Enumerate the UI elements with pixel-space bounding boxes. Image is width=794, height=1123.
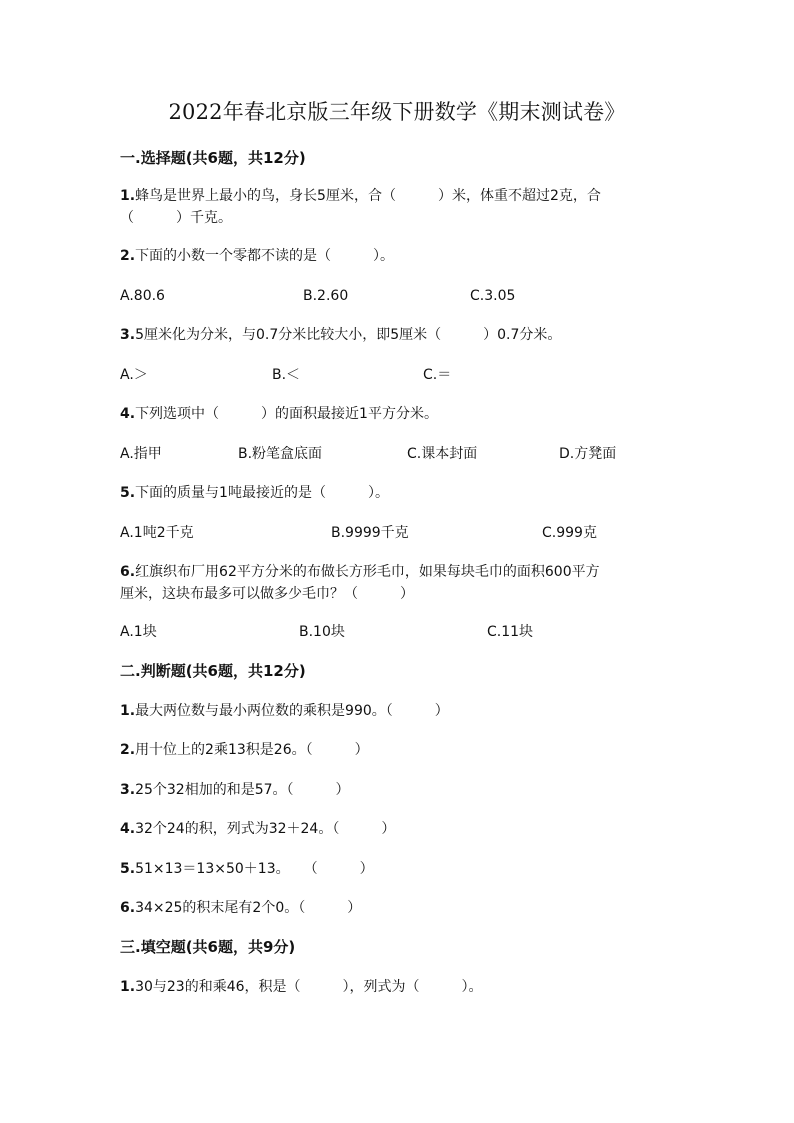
question-2-4	[120, 818, 680, 840]
question-text: 5厘米化为分米，与0.7分米比较大小，即5厘米（ ）0.7分米。	[135, 327, 562, 343]
options-1-2	[120, 286, 680, 306]
question-number: 1.	[120, 979, 136, 995]
option-c: C.3.05	[470, 288, 516, 304]
question-1-2	[120, 245, 680, 267]
question-text: 25个32相加的和是57。（ ）	[135, 782, 350, 798]
question-number: 6.	[120, 900, 136, 916]
question-number: 4.	[120, 821, 136, 837]
question-number: 5.	[120, 485, 136, 501]
question-1-4	[120, 403, 680, 425]
option-d: D.方凳面	[559, 446, 617, 462]
question-text-line1: 红旗织布厂用62平方分米的布做长方形毛巾，如果每块毛巾的面积600平方	[135, 564, 600, 580]
question-1-1	[120, 185, 680, 229]
options-1-3	[120, 365, 680, 385]
option-b: B.＜	[272, 367, 301, 383]
question-text-line2: （ ）千克。	[120, 210, 232, 226]
option-b: B.粉笔盒底面	[238, 446, 323, 462]
option-c: C.11块	[487, 624, 534, 640]
question-2-2	[120, 739, 680, 761]
question-text-line1: 蜂鸟是世界上最小的鸟，身长5厘米，合（ ）米，体重不超过2克，合	[135, 188, 601, 204]
option-c: C.＝	[423, 367, 452, 383]
option-c: C.999克	[542, 525, 597, 541]
question-text: 用十位上的2乘13积是26。（ ）	[135, 742, 369, 758]
question-3-1	[120, 976, 680, 998]
exam-title: 2022年春北京版三年级下册数学《期末测试卷》	[168, 100, 626, 124]
section-heading-true-false: 二.判断题(共6题，共12分)	[120, 662, 306, 680]
question-number: 2.	[120, 742, 136, 758]
question-number: 5.	[120, 861, 136, 877]
question-text: 32个24的积，列式为32＋24。（ ）	[135, 821, 396, 837]
option-c: C.课本封面	[407, 446, 478, 462]
section-heading-fill-in: 三.填空题(共6题，共9分)	[120, 938, 296, 956]
question-number: 3.	[120, 782, 136, 798]
section-heading-multiple-choice: 一.选择题(共6题，共12分)	[120, 149, 306, 167]
options-1-5	[120, 523, 680, 543]
option-a: A.80.6	[120, 288, 165, 304]
option-a: A.＞	[120, 367, 148, 383]
question-number: 2.	[120, 248, 136, 264]
question-text-line2: 厘米，这块布最多可以做多少毛巾？（ ）	[120, 586, 414, 602]
option-b: B.10块	[299, 624, 345, 640]
question-2-3	[120, 779, 680, 801]
options-1-4	[120, 444, 680, 464]
question-text: 下列选项中（ ）的面积最接近1平方分米。	[135, 406, 438, 422]
question-number: 4.	[120, 406, 136, 422]
question-2-6	[120, 897, 680, 919]
question-number: 1.	[120, 188, 136, 204]
question-text: 下面的质量与1吨最接近的是（ ）。	[135, 485, 389, 501]
option-a: A.1吨2千克	[120, 525, 194, 541]
question-number: 6.	[120, 564, 136, 580]
question-1-3	[120, 324, 680, 346]
question-1-6	[120, 561, 680, 605]
option-b: B.9999千克	[331, 525, 409, 541]
question-text: 下面的小数一个零都不读的是（ ）。	[135, 248, 395, 264]
question-text: 30与23的和乘46，积是（ ），列式为（ ）。	[135, 979, 483, 995]
option-b: B.2.60	[303, 288, 349, 304]
question-number: 1.	[120, 703, 136, 719]
question-1-5	[120, 482, 680, 504]
question-2-1	[120, 700, 680, 722]
question-text: 34×25的积末尾有2个0。（ ）	[135, 900, 362, 916]
option-a: A.1块	[120, 624, 157, 640]
option-a: A.指甲	[120, 446, 162, 462]
question-text: 最大两位数与最小两位数的乘积是990。（ ）	[135, 703, 449, 719]
question-number: 3.	[120, 327, 136, 343]
question-2-5	[120, 858, 680, 880]
options-1-6	[120, 622, 680, 642]
question-text: 51×13＝13×50＋13。 （ ）	[135, 861, 374, 877]
